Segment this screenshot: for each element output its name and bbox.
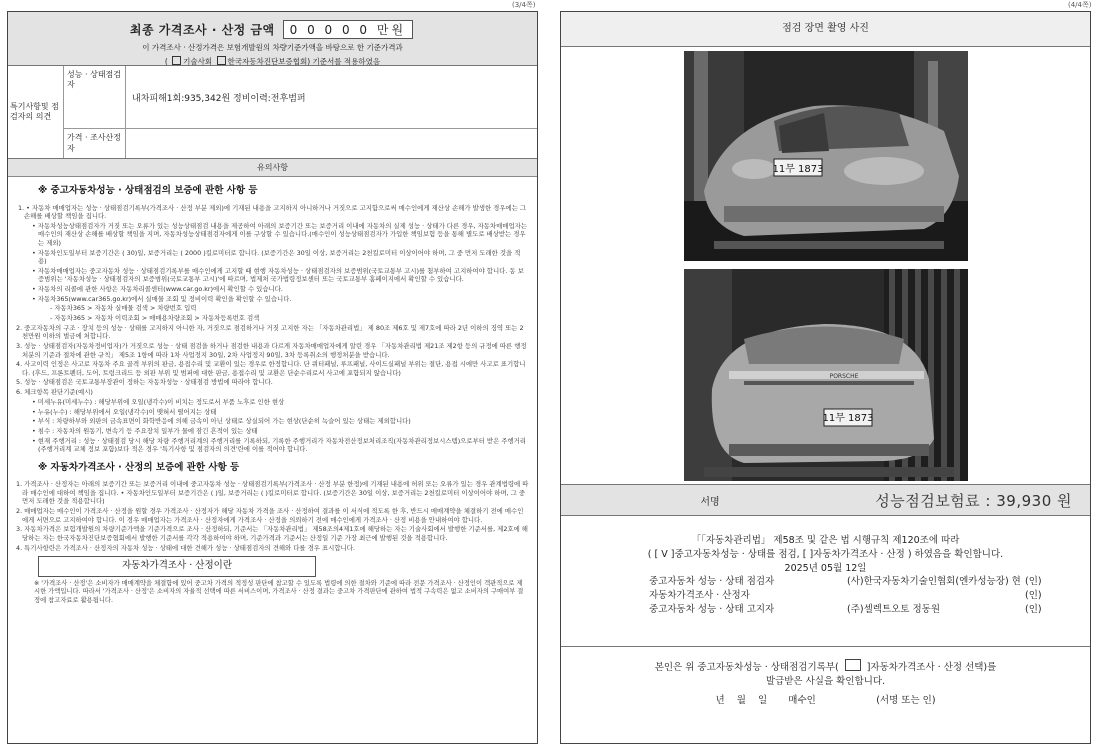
checkbox-icon[interactable]: [853, 659, 861, 671]
final-price-note-1: 이 가격조사 · 산정가격은 보험개발원의 차량기준가액을 바탕으로 한 기준가격과: [142, 43, 403, 52]
rear-inspection-photo: [684, 269, 968, 481]
page-number-left: (3/4쪽): [512, 1, 536, 9]
signature-row: 중고자동차 성능 · 상태 고지자 (주)셀렉트오토 정동원 (인): [649, 603, 1042, 615]
notice-item: • 자동차매매업자는 중고자동차 성능 · 상태점검기록부를 매수인에게 고지할 때 현행 자동차성능 · 상태점검자의 보증범위(국토교통부 고시)를 첨부하여 고지하여야 합니다. 동 보증범위는 '자동차성능 · 상태점검자의 보증범위(국토교통부 고시)'에 따르며, 법제처 국가법령정보센터 또는 국토교통부 홈페이지에서 확인할 수 있습니다.: [32, 266, 524, 284]
inspection-form-page-4: [560, 11, 1091, 744]
photo-header: 점검 장면 촬영 사진: [561, 12, 1090, 47]
cert-line-1: 「「자동차관리법」 제58조 및 같은 법 시행규칙 제120조에 따라: [691, 535, 960, 546]
notice-item: • 자동차365(www.car365.go.kr)에서 실매물 조회 및 정비이력 확인을 확인할 수 있습니다.: [32, 294, 292, 303]
notice-item: 6. 체크항목 판단기준(예시): [16, 388, 93, 397]
notice-item: • 미세누유(미세누수) : 해당부위에 오일(냉각수)이 비치는 정도로서 부품 노후로 인한 현상: [32, 397, 285, 406]
final-price-note-2: ( 기술사회 한국자동차진단보증협회) 기준서를 적용하였음: [164, 57, 381, 66]
notice-item: 1. • 자동차 매매업자는 성능 · 상태점검기록부(가격조사 · 산정 부분 제외)에 기재된 내용을 고지하지 아니하거나 거짓으로 고지함으로써 매수인에게 재산상 손해가 발생한 경우에는 그 손해를 배상할 책임을 집니다.: [18, 203, 527, 221]
notice-item: • 자동차의 리콜에 관한 사항은 자동차리콜센터(www.car.go.kr)에서 확인할 수 있습니다.: [32, 285, 283, 294]
signature-fee-bar: [561, 485, 1090, 516]
opinion-row-appraiser: [64, 129, 537, 158]
signature-label: 서명: [700, 496, 720, 508]
certification-section: [561, 516, 1090, 647]
notice-item: - 자동차365 > 자동차 실매물 검색 > 차량번호 입력: [50, 304, 197, 313]
checkbox-icon[interactable]: [217, 56, 226, 65]
notice-header: 유의사항: [8, 159, 537, 177]
notice-body: [8, 177, 537, 605]
rear-badge-text: PORSCHE: [829, 373, 859, 380]
checkbox-icon[interactable]: [172, 56, 181, 65]
buyer-line-1: 본인은 위 중고자동차성능 · 상태점검기록부(: [654, 662, 839, 673]
cert-line-2: ( [ V ]중고자동차성능 · 상태를 점검, [ ]자동차가격조사 · 산정 ) 하였음을 확인합니다.: [647, 548, 1004, 560]
appraiser-opinion-value: [126, 129, 537, 158]
section-title: ※ 자동차가격조사 · 산정의 보증에 관한 사항 등: [38, 461, 240, 473]
section1-list: [16, 204, 529, 454]
buyer-line-2: 발급받은 사실을 확인합니다.: [765, 676, 886, 688]
photo-area: [561, 47, 1090, 485]
final-amount-field[interactable]: 0 0 0 0 0 만원: [283, 20, 413, 39]
notice-item: 2. 매매업자는 매수인이 가격조사 · 산정을 원할 경우 가격조사 · 산정자가 해당 자동차 가격을 조사 · 산정하여 결과를 이 서식에 적도록 한 후, 반드시 매매계약을 체결하기 전에 매수인에게 서면으로 고지하여야 합니다. 이 경우 매매업자는 가격조사 · 산정자에게 가격조사 · 산정을 의뢰하기 전에 매수인에게 가격조사 · 산정 비용을 안내하여야 합니다.: [16, 507, 524, 524]
final-price-header: [8, 12, 537, 66]
opinion-label: 특기사항및 점검자의 의견: [8, 66, 64, 158]
final-price-title: 최종 가격조사 · 산정 금액: [129, 23, 275, 37]
rear-plate-text: 11무 1873: [822, 413, 874, 424]
opinion-row-inspector: [64, 66, 537, 129]
checkbox-icon[interactable]: [845, 659, 853, 671]
notice-item: • 현재 주행거리 : 성능 · 상태점검 당시 해당 차량 주행거리계의 주행거리를 기록하되, 기록한 주행거리가 자동차전산정보처리조직(자동차관리정보시스템)으로부터 받은 주행거리(주행거리계 교체 정보 포함)보다 적은 경우 '특기사항 및 점검자의 의견'란에 이를 적어야 합니다.: [32, 436, 526, 454]
inspection-form-page-3: [7, 11, 538, 744]
signature-row: 중고자동차 성능 · 상태 점검자 (사)한국자동차기술인협회(엔카성능장) 현 (인): [649, 576, 1042, 588]
opinion-row-label: 가격 · 조사산정자: [64, 129, 126, 158]
notice-item: 4. 특기사항란은 가격조사 · 산정자의 자동차 성능 · 상태에 대한 견해가 성능 · 상태점검자의 견해와 다를 경우 표시합니다.: [16, 543, 355, 552]
cert-date: 2025년 05월 12일: [784, 562, 867, 574]
notice-item: • 자동차성능상태점검자가 거짓 또는 오류가 있는 성능상태점검 내용을 제공하여 아래의 보증기간 또는 보증거리 이내에 자동차의 실제 성능 · 상태가 다른 경우, 자동차매매업자는 매수인의 재산상 손해를 배상할 책임을 지며, 자동차성능상태점검자에게 이를 구상할 수 있습니다.(매수인이 성능상태점검자가 가입한 책임보험 등을 통해 별도로 배상받는 경우는 제외): [32, 221, 527, 247]
opinion-section: [8, 66, 537, 159]
notice-item: 5. 성능 · 상태점검은 국토교통부장관이 정하는 자동차성능 · 상태점검 방법에 따라야 합니다.: [16, 378, 273, 387]
section2-list: [16, 480, 529, 552]
notice-item: • 누유(누수) : 해당부위에서 오일(냉각수)이 맺혀서 떨어지는 상태: [32, 407, 217, 416]
section-title: ※ 중고자동차성능 · 상태점검의 보증에 관한 사항 등: [38, 185, 258, 196]
opinion-row-label: 성능 · 상태점검자: [64, 66, 126, 128]
notice-item: • 부식 : 차량하부와 외판의 금속표면이 화학반응에 의해 금속이 아닌 상태로 상실되어 가는 현상(단순히 녹슬어 있는 상태는 제외합니다): [32, 417, 411, 426]
signature-rows: [649, 575, 1090, 616]
notice-item: 2. 중고자동차의 구조 · 장치 등의 성능 · 상태를 고지하지 아니한 자, 거짓으로 점검하거나 거짓 고지한 자는 「자동차관리법」 제 80조 제6호 및 제7호에 따라 2년 이하의 징역 또는 2천만원 이하의 벌금에 처합니다.: [16, 323, 524, 341]
front-inspection-photo: [684, 51, 968, 261]
page-number-right: (4/4쪽): [1068, 1, 1092, 9]
notice-item: 3. 자동차가격은 보험개발원의 차량기준가액을 기준가격으로 조사 · 산정하되, 기준서는 「자동차관리법」 제58조의4제1호에 해당하는 자는 기술사회에서 발행한 기준서를, 제2호에 해당하는 자는 한국자동차진단보증협회에서 발행한 기준서를 각각 적용하여야 하며, 기준가격과 기준서는 산정일 기준 가장 최근에 발행된 것을 적용합니다.: [16, 525, 528, 542]
notice-item: 1. 가격조사 · 산정자는 아래의 보증기간 또는 보증거리 이내에 중고자동차 성능 · 상태점검기록부(가격조사 · 산정 부분 한정)에 기재된 내용에 허위 또는 오류가 있는 경우 관계법령에 따라 매수인에 대하여 책임을 집니다. • 자동차인도일부터 보증기간은 ( )일, 보증거리는 ( )킬로미터로 합니다. (보증기간은 30일 이상, 보증거리는 2천킬로미터 이상이어야 하며, 그 중 먼저 도래한 것을 적용합니다): [16, 480, 529, 506]
insurance-fee: 성능점검보험료 : 39,930 원: [875, 491, 1072, 510]
signature-row: 자동차가격조사 · 산정자 (인): [649, 590, 1042, 602]
notice-item: • 자동차인도일부터 보증기간은 ( 30)일, 보증거리는 ( 2000 )킬로미터로 합니다. (보증기간은 30일 이상, 보증거리는 2천킬로미터 이상이어야 하며, 그 중 먼저 도래한 것을 적용): [32, 248, 521, 266]
front-plate-text: 11무 1873: [772, 164, 824, 175]
buyer-confirmation: 본인은 위 중고자동차성능 · 상태점검기록부( ]자동차가격조사 · 산정 선택)를 발급받은 사실을 확인합니다. 년 월 일 매수인 (서명 또는 인): [561, 647, 1090, 708]
notice-item: - 자동차365 > 자동차 이력조회 > 매매용차량조회 > 자동차등록번호 검색: [50, 314, 260, 323]
notice-item: 4. 사고이력 인정은 사고로 자동차 주요 골격 부위의 판금, 용접수리 및 교환이 있는 경우로 한정합니다. 단 쿼터패널, 루프패널, 사이드실패널 부위는 절단, 용접 시에만 사고로 표기합니다. (후드, 프론트펜더, 도어, 트렁크리드 등 외판 부위 및 범퍼에 대한 판금, 용접수리 및 교환은 단순수리로서 사고에 포함되지 않습니다): [16, 360, 526, 377]
definition-title: 자동차가격조사 · 산정이란: [38, 556, 316, 577]
notice-item: • 침수 : 자동차의 원동기, 변속기 등 주요장치 일부가 물에 잠긴 흔적이 있는 상태: [32, 427, 258, 435]
definition-text: ※ '가격조사 · 산정'은 소비자가 매매계약을 체결함에 있어 중고차 가격의 적정성 판단에 참고할 수 있도록 법령에 의한 절차와 기준에 따라 전문 가격조사 · 산정인이 객관적으로 제시한 가액입니다. 따라서 '가격조사 · 산정'은 소비자의 자율적 선택에 따른 서비스이며, 가격조사 · 산정 결과는 중고차 가격판단에 관하여 법적 구속력은 없고 소비자의 구매여부 결정에 참고자료로 활용됩니다.: [34, 579, 524, 604]
buyer-signature-line: 년 월 일 매수인 (서명 또는 인): [715, 694, 936, 706]
notice-item: 3. 성능 · 상태점검자(자동차정비업자)가 거짓으로 성능 · 상태 점검을 하거나 점검한 내용과 다르게 자동차매매업자에게 알린 경우 「자동차관리법 제21조 제2항 등의 규정에 따른 행정처분의 기준과 절차에 관한 규칙」 제5조 1항에 따라 1차 사업정지 30일, 2차 사업정지 90일, 3차 등록취소의 행정처분을 받습니다.: [16, 342, 527, 359]
inspector-opinion-value: 내차피해1회:935,342원 정비이력:전후범퍼: [132, 93, 306, 104]
